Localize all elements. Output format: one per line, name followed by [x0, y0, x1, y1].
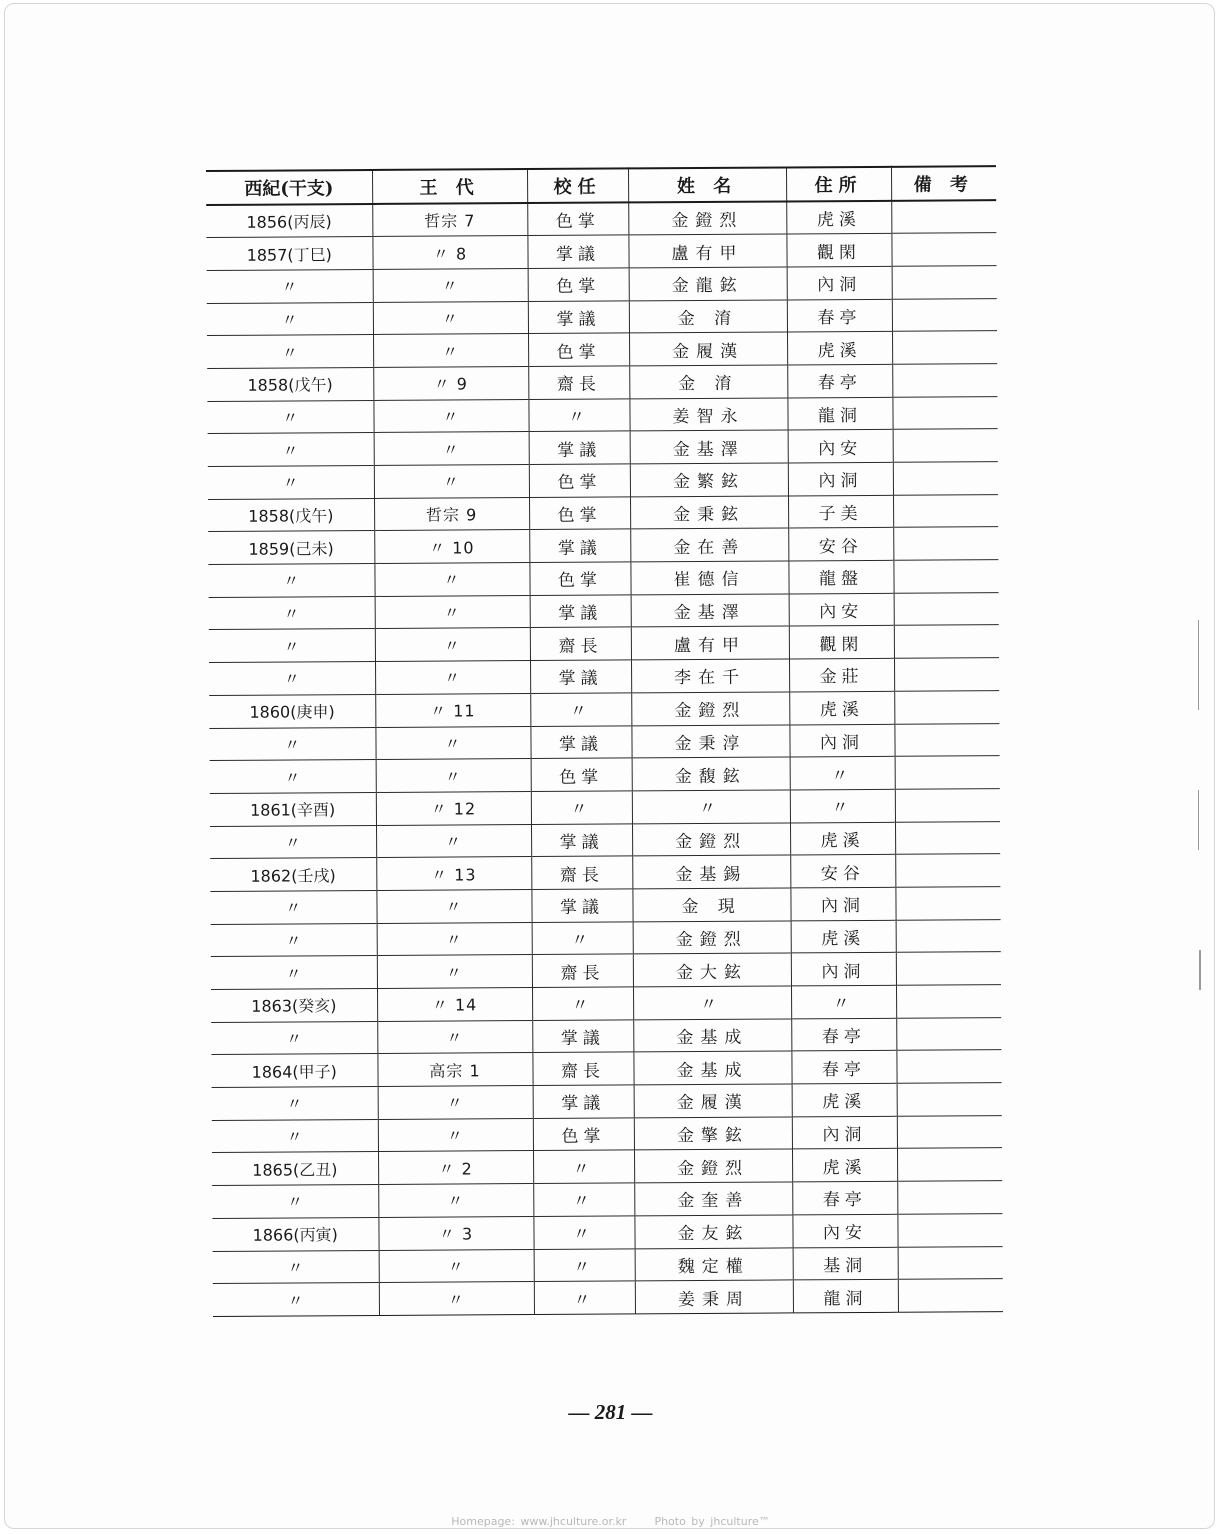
table-row: [209, 690, 999, 728]
cell-residence: 安谷: [790, 855, 895, 888]
cell-year: 1856(丙辰): [206, 204, 372, 238]
cell-name: 金擎鉉: [634, 1117, 792, 1151]
cell-name: 金友鉉: [634, 1215, 792, 1249]
cell-name: 金鐙烈: [633, 921, 791, 955]
cell-office: 〃: [533, 1150, 634, 1183]
cell-residence: 內安: [789, 593, 894, 626]
cell-year: 1857(丁巳): [206, 237, 372, 271]
table-row: [207, 364, 997, 402]
cell-office: 色掌: [529, 497, 630, 530]
cell-year: 〃: [211, 956, 377, 990]
edge-scan-mark: [1198, 620, 1199, 710]
cell-year: 〃: [207, 400, 373, 434]
cell-residence: 觀閑: [786, 234, 891, 267]
header-remarks: 備 考: [891, 166, 996, 201]
table-header-row: [206, 166, 996, 205]
table-row: [207, 298, 997, 336]
cell-remarks: [893, 429, 998, 462]
table-row: [207, 266, 997, 304]
cell-reign: 〃: [378, 1118, 533, 1152]
cell-office: 掌議: [530, 595, 631, 628]
page-number: — 281 —: [568, 1400, 653, 1424]
cell-office: 掌議: [531, 823, 632, 856]
table-row: [211, 1017, 1001, 1055]
table-row: [211, 1050, 1001, 1088]
officials-records-table: [206, 165, 1003, 1317]
cell-year: 1866(丙寅): [212, 1217, 378, 1251]
cell-residence: 內洞: [788, 462, 893, 495]
header-office: 校任: [527, 168, 628, 203]
records-table-wrapper: [206, 165, 1003, 1317]
cell-name: 金大鉉: [633, 953, 791, 987]
cell-name: 金鐙烈: [632, 823, 790, 857]
cell-remarks: [893, 560, 998, 593]
cell-residence: 基洞: [793, 1247, 898, 1280]
cell-reign: 〃: [379, 1249, 534, 1283]
table-row: [206, 233, 996, 271]
table-body: [206, 200, 1003, 1316]
cell-residence: 〃: [791, 985, 896, 1018]
cell-name: 金繁鉉: [630, 463, 788, 497]
cell-residence: 虎溪: [787, 332, 892, 365]
cell-residence: 內洞: [792, 1116, 897, 1149]
cell-name: 金馥鉉: [632, 757, 790, 791]
cell-residence: 虎溪: [792, 1149, 897, 1182]
cell-office: 〃: [533, 1183, 634, 1216]
cell-remarks: [892, 396, 997, 429]
cell-reign: 〃 11: [375, 693, 530, 727]
cell-remarks: [895, 887, 1000, 920]
edge-scan-mark: [1198, 790, 1199, 850]
cell-residence: 春亭: [787, 299, 892, 332]
cell-year: 1863(癸亥): [211, 988, 377, 1022]
cell-residence: 春亭: [791, 1018, 896, 1051]
cell-name: 金在善: [630, 528, 788, 562]
table-row: [211, 952, 1001, 990]
table-row: [208, 494, 998, 532]
cell-remarks: [892, 266, 997, 299]
cell-residence: 內安: [788, 430, 893, 463]
cell-residence: 內洞: [789, 724, 894, 757]
cell-remarks: [897, 1115, 1002, 1148]
cell-year: 〃: [211, 923, 377, 957]
cell-reign: 〃: [377, 922, 532, 956]
cell-name: 金基澤: [631, 594, 789, 628]
cell-residence: 春亭: [792, 1181, 897, 1214]
cell-reign: 〃: [375, 595, 530, 629]
cell-reign: 〃: [373, 334, 528, 368]
cell-reign: 〃 2: [378, 1151, 533, 1185]
cell-reign: 〃: [373, 301, 528, 335]
cell-year: 〃: [207, 269, 373, 303]
cell-residence: 龍洞: [787, 397, 892, 430]
table-row: [206, 200, 996, 238]
cell-remarks: [893, 494, 998, 527]
cell-reign: 〃: [376, 759, 531, 793]
cell-residence: 虎溪: [790, 822, 895, 855]
cell-year: 〃: [209, 727, 375, 761]
cell-residence: 春亭: [791, 1051, 896, 1084]
cell-remarks: [895, 821, 1000, 854]
cell-remarks: [894, 658, 999, 691]
cell-remarks: [896, 952, 1001, 985]
edge-scan-mark: [1199, 950, 1201, 990]
cell-name: 金基澤: [630, 430, 788, 464]
cell-office: 掌議: [532, 1020, 633, 1053]
table-row: [207, 331, 997, 369]
cell-reign: 〃 10: [374, 530, 529, 564]
cell-year: 〃: [208, 465, 374, 499]
cell-reign: 〃 13: [376, 857, 531, 891]
cell-reign: 〃: [374, 465, 529, 499]
cell-reign: 〃 8: [372, 236, 527, 270]
cell-name: 盧有甲: [628, 234, 786, 268]
cell-office: 〃: [531, 791, 632, 824]
cell-reign: 〃: [377, 1020, 532, 1054]
table-row: [208, 429, 998, 467]
cell-remarks: [897, 1148, 1002, 1181]
header-residence: 住所: [786, 167, 891, 202]
cell-year: 1860(庚申): [209, 694, 375, 728]
cell-reign: 哲宗 7: [372, 203, 527, 237]
table-row: [210, 756, 1000, 794]
cell-name: 金秉淳: [631, 724, 789, 758]
cell-name: 金鐙烈: [634, 1149, 792, 1183]
table-row: [210, 821, 1000, 859]
table-row: [208, 462, 998, 500]
cell-year: 〃: [213, 1283, 379, 1317]
cell-office: 〃: [528, 399, 629, 432]
cell-office: 色掌: [531, 758, 632, 791]
cell-remarks: [891, 233, 996, 266]
cell-year: 〃: [210, 760, 376, 794]
cell-remarks: [897, 1083, 1002, 1116]
cell-office: 色掌: [529, 562, 630, 595]
cell-reign: 〃: [378, 1086, 533, 1120]
cell-residence: 內安: [792, 1214, 897, 1247]
cell-office: 〃: [532, 987, 633, 1020]
cell-residence: 觀閑: [789, 626, 894, 659]
cell-name: 金基錫: [632, 855, 790, 889]
table-row: [212, 1213, 1002, 1251]
cell-office: 〃: [534, 1281, 635, 1314]
cell-office: 色掌: [528, 333, 629, 366]
table-row: [211, 919, 1001, 957]
cell-reign: 〃: [373, 268, 528, 302]
cell-remarks: [896, 919, 1001, 952]
cell-residence: 虎溪: [789, 691, 894, 724]
cell-remarks: [896, 1017, 1001, 1050]
cell-reign: 〃: [374, 432, 529, 466]
cell-office: 色掌: [527, 202, 628, 235]
cell-remarks: [897, 1213, 1002, 1246]
cell-name: 金奎善: [634, 1182, 792, 1216]
table-row: [212, 1083, 1002, 1121]
cell-year: 〃: [208, 564, 374, 598]
cell-remarks: [892, 331, 997, 364]
cell-year: 〃: [209, 662, 375, 696]
cell-office: 色掌: [533, 1118, 634, 1151]
cell-reign: 〃: [375, 726, 530, 760]
table-row: [209, 592, 999, 630]
cell-remarks: [898, 1279, 1003, 1312]
cell-office: 掌議: [533, 1085, 634, 1118]
cell-year: 1862(壬戌): [210, 858, 376, 892]
table-row: [208, 527, 998, 565]
table-row: [208, 560, 998, 598]
cell-office: 色掌: [529, 464, 630, 497]
cell-residence: 龍洞: [793, 1279, 898, 1312]
cell-reign: 〃: [374, 563, 529, 597]
cell-year: 1858(戊午): [208, 498, 374, 532]
cell-year: 〃: [207, 335, 373, 369]
cell-year: 〃: [212, 1087, 378, 1121]
cell-remarks: [891, 200, 996, 233]
cell-reign: 〃 3: [378, 1216, 533, 1250]
cell-remarks: [893, 527, 998, 560]
cell-residence: 〃: [790, 789, 895, 822]
cell-remarks: [892, 298, 997, 331]
cell-reign: 〃: [375, 661, 530, 695]
cell-remarks: [895, 789, 1000, 822]
table-row: [213, 1279, 1003, 1317]
cell-year: 1859(己未): [208, 531, 374, 565]
cell-residence: 虎溪: [786, 201, 891, 234]
cell-remarks: [894, 625, 999, 658]
cell-year: 1858(戊午): [207, 367, 373, 401]
cell-residence: 虎溪: [791, 920, 896, 953]
cell-year: 1861(辛酉): [210, 792, 376, 826]
cell-year: 〃: [212, 1119, 378, 1153]
table-row: [213, 1246, 1003, 1284]
cell-name: 〃: [633, 986, 791, 1020]
cell-reign: 〃: [377, 955, 532, 989]
cell-reign: 〃 9: [373, 366, 528, 400]
cell-reign: 〃: [373, 399, 528, 433]
table-row: [209, 723, 999, 761]
cell-residence: 內洞: [791, 953, 896, 986]
cell-reign: 〃 12: [376, 791, 531, 825]
cell-office: 色掌: [528, 268, 629, 301]
cell-name: 金履漢: [629, 332, 787, 366]
cell-residence: 內洞: [787, 266, 892, 299]
table-row: [212, 1181, 1002, 1219]
cell-year: 〃: [211, 1021, 377, 1055]
cell-name: 姜智永: [629, 398, 787, 432]
cell-name: 金履漢: [634, 1084, 792, 1118]
cell-residence: 金莊: [789, 658, 894, 691]
cell-remarks: [894, 592, 999, 625]
table-row: [209, 658, 999, 696]
cell-reign: 哲宗 9: [374, 497, 529, 531]
cell-office: 〃: [532, 922, 633, 955]
cell-name: 金鐙烈: [631, 692, 789, 726]
table-row: [210, 854, 1000, 892]
cell-office: 齋長: [532, 1052, 633, 1085]
table-row: [210, 887, 1000, 925]
cell-year: 〃: [209, 629, 375, 663]
cell-year: 〃: [213, 1250, 379, 1284]
cell-name: 〃: [632, 790, 790, 824]
cell-reign: 〃: [376, 824, 531, 858]
cell-remarks: [898, 1246, 1003, 1279]
cell-name: 金鐙烈: [628, 201, 786, 235]
cell-remarks: [895, 756, 1000, 789]
cell-name: 崔德信: [630, 561, 788, 595]
cell-office: 齋長: [531, 856, 632, 889]
cell-office: 掌議: [530, 725, 631, 758]
cell-residence: 虎溪: [792, 1083, 897, 1116]
cell-office: 齋長: [528, 366, 629, 399]
header-year: 西紀(干支): [206, 170, 372, 205]
header-name: 姓 名: [628, 167, 786, 202]
cell-year: 〃: [208, 433, 374, 467]
table-row: [212, 1148, 1002, 1186]
cell-year: 1864(甲子): [211, 1054, 377, 1088]
cell-remarks: [897, 1181, 1002, 1214]
cell-name: 金基成: [633, 1051, 791, 1085]
cell-reign: 〃 14: [377, 988, 532, 1022]
cell-residence: 龍盤: [788, 560, 893, 593]
cell-office: 齋長: [532, 954, 633, 987]
table-row: [207, 396, 997, 434]
footer-credit: [0, 1515, 1221, 1528]
cell-office: 掌議: [530, 660, 631, 693]
cell-year: 〃: [210, 825, 376, 859]
cell-reign: 高宗 1: [377, 1053, 532, 1087]
cell-year: 〃: [210, 890, 376, 924]
footer-homepage: Homepage: www.jhculture.or.kr: [451, 1515, 627, 1528]
cell-name: 盧有甲: [631, 626, 789, 660]
cell-remarks: [892, 364, 997, 397]
cell-office: 掌議: [531, 889, 632, 922]
cell-reign: 〃: [375, 628, 530, 662]
cell-year: 1865(乙丑): [212, 1152, 378, 1186]
cell-remarks: [895, 854, 1000, 887]
cell-office: 掌議: [529, 431, 630, 464]
cell-residence: 〃: [790, 756, 895, 789]
cell-name: 金 淯: [629, 365, 787, 399]
cell-name: 金 現: [632, 888, 790, 922]
cell-reign: 〃: [376, 889, 531, 923]
cell-name: 金龍鉉: [629, 267, 787, 301]
header-reign: 王 代: [372, 169, 527, 204]
cell-office: 掌議: [527, 235, 628, 268]
cell-remarks: [896, 1050, 1001, 1083]
table-row: [212, 1115, 1002, 1153]
cell-year: 〃: [212, 1185, 378, 1219]
cell-office: 掌議: [529, 529, 630, 562]
cell-reign: 〃: [379, 1282, 534, 1316]
cell-remarks: [894, 690, 999, 723]
cell-remarks: [894, 723, 999, 756]
cell-name: 金秉鉉: [630, 496, 788, 530]
cell-residence: 內洞: [790, 887, 895, 920]
table-row: [210, 789, 1000, 827]
cell-remarks: [893, 462, 998, 495]
cell-name: 金 淯: [629, 300, 787, 334]
footer-photo-credit: Photo by jhculture™: [654, 1515, 770, 1528]
cell-office: 〃: [530, 693, 631, 726]
table-row: [211, 985, 1001, 1023]
cell-residence: 子美: [788, 495, 893, 528]
cell-residence: 春亭: [787, 364, 892, 397]
cell-office: 〃: [534, 1248, 635, 1281]
cell-remarks: [896, 985, 1001, 1018]
cell-year: 〃: [209, 596, 375, 630]
cell-office: 掌議: [528, 300, 629, 333]
cell-office: 齋長: [530, 627, 631, 660]
cell-name: 姜秉周: [635, 1280, 793, 1314]
cell-residence: 安谷: [788, 528, 893, 561]
cell-name: 魏定權: [635, 1247, 793, 1281]
cell-year: 〃: [207, 302, 373, 336]
cell-reign: 〃: [378, 1184, 533, 1218]
cell-name: 李在千: [631, 659, 789, 693]
table-row: [209, 625, 999, 663]
cell-name: 金基成: [633, 1019, 791, 1053]
cell-office: 〃: [533, 1216, 634, 1249]
